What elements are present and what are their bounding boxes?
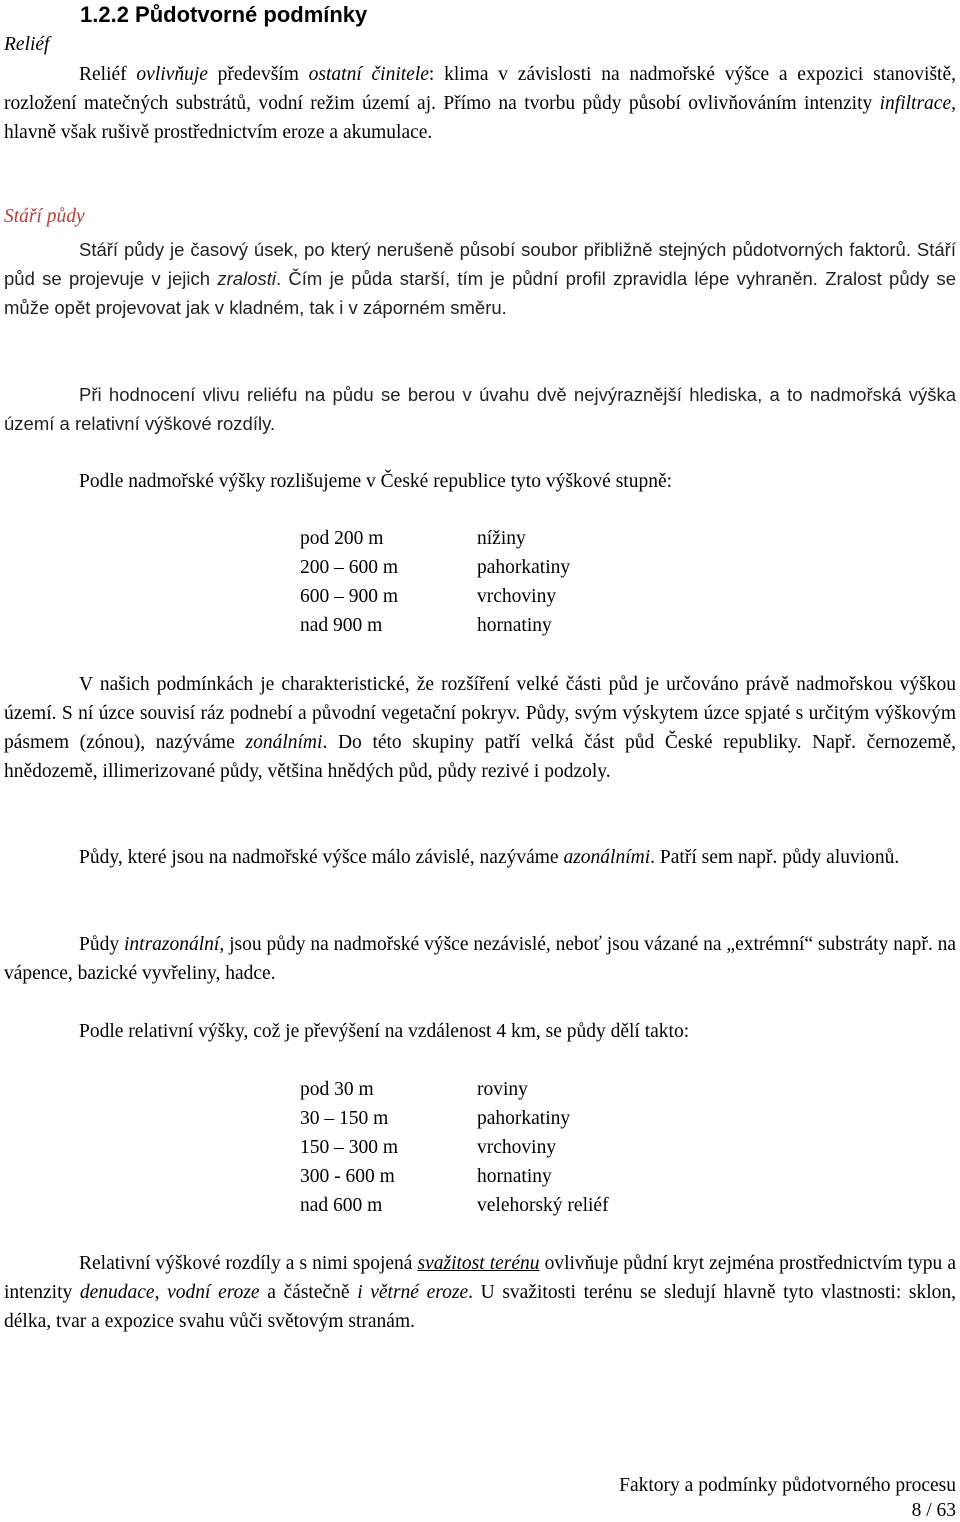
name-cell: pahorkatiny [477,557,571,578]
emphasis-run: ovlivňuje [136,64,208,85]
range-cell: 600 – 900 m [300,586,399,607]
emphasis-run: zralosti [217,268,276,289]
text-run: , [154,1282,168,1303]
text-run: . Patří sem např. půdy aluvionů. [650,847,900,868]
emphasis-run: azonálními [563,847,651,868]
table-row [300,1133,609,1162]
range-cell: nad 900 m [300,615,383,636]
relative-intro-paragraph: Podle relativní výšky, což je převýšení na vzdálenost 4 km, se půdy dělí takto: [79,1021,690,1042]
section-heading: 1.2.2 Půdotvorné podmínky [80,2,368,27]
text-run: . U svažitosti terénu se sledují hlavně tyto vlastnosti: sklon, délka, tvar a expozice svahu vůči světovým stranám. [4,1282,957,1332]
slope-paragraph [4,1249,956,1336]
text-run: ovlivňuje půdní kryt zejména prostřednictvím typu a intenzity [4,1253,956,1303]
name-cell: pahorkatiny [477,1108,571,1129]
page-number: 8 / 63 [911,1500,956,1521]
text-run: Půdy [79,934,124,955]
range-cell: nad 600 m [300,1195,383,1216]
text-run: . Čím je půda starší, tím je půdní profil zpravidla lépe vyhraněn. Zralost půdy se může opět projevovat jak v kladném, tak i v záporném směru. [4,268,956,318]
emphasis-run: intrazonální [123,934,220,955]
text-run: , jsou půdy na nadmořské výšce nezávislé, neboť jsou vázané na „extrémní“ substráty např. na vápence, bazické vyvřeliny, hadce. [4,934,956,984]
emphasis-run: zonálními [245,732,323,753]
footer-title: Faktory a podmínky půdotvorného procesu [619,1475,956,1496]
range-cell: pod 30 m [300,1079,374,1100]
altitude-intro-paragraph: Podle nadmořské výšky rozlišujeme v České republice tyto výškové stupně: [79,471,673,492]
text-run: a částečně [259,1282,358,1303]
azonal-paragraph [4,843,956,872]
table-row [300,1104,609,1133]
soil-age-paragraph [4,235,956,322]
text-run: V našich podmínkách je charakteristické, že rozšíření velké části půd je určováno právě nadmořskou výškou území. S ní úzce souvisí ráz podnebí a původní vegetační pokryv. Půdy, svým výskytem úzce spjaté s určitým výškovým pásmem (zónou), nazýváme [4,674,956,753]
emphasis-run: i větrné eroze [357,1282,469,1303]
name-cell: velehorský reliéf [477,1195,609,1216]
emphasis-run: denudace [79,1282,155,1303]
text-run: Reliéf [79,64,137,85]
range-cell: 300 - 600 m [300,1166,395,1187]
range-cell: 150 – 300 m [300,1137,399,1158]
name-cell: vrchoviny [477,1137,557,1158]
name-cell: hornatiny [477,1166,552,1187]
text-run: Půdy, které jsou na nadmořské výšce málo závislé, nazýváme [79,847,564,868]
emphasis-run: infiltrace [879,93,952,114]
name-cell: roviny [477,1079,528,1100]
table-row [300,524,570,553]
table-row [300,553,570,582]
intrazonal-paragraph [4,930,956,988]
text-run: především [207,64,309,85]
relative-height-table [300,1075,609,1220]
soil-age-subheading: Stáří půdy [4,206,85,227]
emphasis-run: ostatní činitele [308,64,429,85]
table-row [300,611,570,640]
text-run: Relativní výškové rozdíly a s nimi spojená [79,1253,418,1274]
range-cell: 30 – 150 m [300,1108,389,1129]
name-cell: hornatiny [477,615,552,636]
text-run: : klima v závislosti na nadmořské výšce a expozici stanoviště, rozložení matečných substrátů, vodní režim území aj. Přímo na tvorbu půdy působí ovlivňováním intenzity [4,64,956,114]
range-cell: 200 – 600 m [300,557,399,578]
emphasis-run: vodní eroze [167,1282,260,1303]
relief-paragraph [4,60,956,147]
table-row [300,1162,609,1191]
text-run: , hlavně však rušivě prostřednictvím eroze a akumulace. [4,93,956,143]
table-row [300,582,570,611]
emphasis-run: svažitost terénu [417,1253,540,1274]
name-cell: vrchoviny [477,586,557,607]
table-row [300,1191,609,1220]
evaluation-paragraph: Při hodnocení vlivu reliéfu na půdu se berou v úvahu dvě nejvýraznější hlediska, a to nadmořská výška území a relativní výškové rozdíly. [4,384,956,434]
range-cell: pod 200 m [300,528,384,549]
zonal-paragraph [4,670,956,786]
name-cell: nížiny [477,528,526,549]
table-row [300,1075,609,1104]
text-run: . Do této skupiny patří velká část půd České republiky. Např. černozemě, hnědozemě, illimerizované půdy, většina hnědých půd, půdy rezivé i podzoly. [4,732,956,782]
text-run: Stáří půdy je časový úsek, po který nerušeně působí soubor přibližně stejných půdotvorných faktorů. Stáří půd se projevuje v jejich [4,239,956,289]
altitude-table [300,524,570,640]
relief-subheading: Reliéf [4,34,50,55]
